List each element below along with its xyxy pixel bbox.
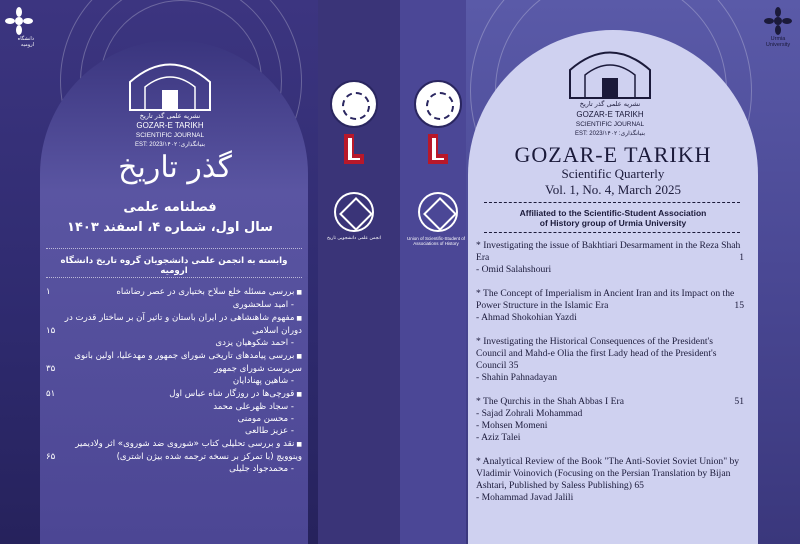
seal-est-right: EST: 2023/۱۴۰۲ :بنیانگذاری (574, 131, 646, 137)
university-seal-icon (330, 80, 378, 128)
toc-author: - شاهین پهنادایان (232, 376, 294, 386)
toc-author: - Aziz Talei (476, 432, 521, 443)
toc-en (476, 240, 744, 504)
toc-title: ■ مفهوم شاهنشاهی در ایران باستان و تاثیر آن بر ساختار قدرت در دوران اسلامی (46, 312, 302, 337)
toc-title: ■ قورچی‌ها در روزگار شاه عباس اول (169, 388, 302, 401)
seal-est-left: EST: 2023/۱۴۰۲ :بنیانگذاری (134, 142, 206, 148)
toc-author: - محسن مومنی (237, 414, 294, 424)
toc-item[interactable] (46, 388, 302, 437)
toc-item[interactable] (476, 240, 744, 276)
divider (484, 232, 740, 233)
toc-page: 15 (734, 300, 744, 311)
palace-emblem-icon (560, 40, 660, 100)
journal-seal-right (560, 40, 660, 106)
toc-item[interactable] (46, 312, 302, 349)
divider (484, 202, 740, 203)
association-logo-icon (340, 132, 368, 166)
toc-title: * Investigating the Historical Consequences of the President's Council and Mahd-e Olia the first Lady head of the President's Council (476, 336, 717, 371)
toc-page: 1 (739, 252, 744, 263)
toc-item[interactable] (46, 286, 302, 311)
toc-author: - محمدجواد جلیلی (229, 464, 294, 474)
toc-item[interactable] (476, 456, 744, 504)
affiliation-en-2: of History group of Urmia University (539, 218, 687, 228)
journal-title-fa: گذر تاریخ (118, 150, 232, 185)
flower-logo-icon (4, 6, 34, 36)
university-logo-right (758, 6, 798, 46)
toc-item[interactable] (46, 438, 302, 475)
journal-subtitle-fa: فصلنامه علمی (123, 200, 217, 215)
toc-title: * The Concept of Imperialism in Ancient Iran and its Impact on the Power Structure in the Islamic Era (476, 288, 735, 311)
university-caption-right: Urmia University (765, 36, 791, 48)
toc-item[interactable] (476, 288, 744, 324)
seal-name-right: GOZAR-E TARIKH (576, 110, 644, 119)
flower-logo-icon (763, 6, 793, 36)
seal-title-fa: نشریه علمی گذر تاریخ (139, 112, 201, 120)
toc-title: * The Qurchis in the Shah Abbas I Era (476, 396, 624, 407)
toc-page: 51 (734, 396, 744, 407)
spine-caption-fa: انجمن علمی دانشجویی تاریخ (327, 236, 381, 241)
toc-title: ■ بررسی مسئله خلع سلاح بختیاری در عصر رضاشاه (116, 286, 302, 299)
toc-author: - Mohsen Momeni (476, 420, 548, 431)
toc-author: - احمد شکوهیان یزدی (215, 338, 294, 348)
toc-page: ۱۵ (46, 326, 56, 336)
toc-fa (46, 286, 302, 475)
journal-issue-fa: سال اول، شماره ۴، اسفند ۱۴۰۳ (67, 220, 273, 235)
toc-author: - Ahmad Shokohian Yazdi (476, 312, 577, 323)
toc-page: 65 (634, 480, 644, 491)
toc-page: ۱ (46, 287, 51, 297)
toc-item[interactable] (476, 336, 744, 384)
toc-page: ۶۵ (46, 452, 56, 462)
toc-title: ■ بررسی پیامدهای تاریخی شورای جمهور و مهدعلیا، اولین بانوی سرپرست شورای جمهور (46, 350, 302, 375)
seal-sub-right: SCIENTIFIC JOURNAL (575, 121, 645, 128)
ornament-icon (418, 192, 458, 232)
toc-author: - امید سلحشوری (232, 300, 294, 310)
seal-title-fa-right: نشریه علمی گذر تاریخ (579, 100, 641, 108)
divider (46, 277, 302, 278)
seal-name-left: GOZAR-E TARIKH (136, 121, 204, 130)
toc-item[interactable] (46, 350, 302, 387)
toc-title: ■ نقد و بررسی تحلیلی کتاب «شوروی ضد شوروی» اثر ولادیمیر وینوویچ (با تمرکز بر نسخه ترجمه شده بیژن اشتری) (46, 438, 302, 463)
divider (46, 248, 302, 249)
ornament-icon (334, 192, 374, 232)
university-logo-left (4, 6, 34, 46)
toc-author: - Shahin Pahnadayan (476, 372, 557, 383)
affiliation-en-1: Affiliated to the Scientific-Student Association (519, 208, 707, 218)
university-caption-left: دانشگاه ارومیه (17, 36, 34, 48)
toc-page: 35 (508, 360, 519, 371)
journal-subtitle-en: Scientific Quarterly (561, 166, 665, 181)
toc-page: ۵۱ (46, 389, 56, 399)
palace-emblem-icon (120, 52, 220, 112)
university-seal-icon (414, 80, 462, 128)
journal-issue-en: Vol. 1, No. 4, March 2025 (545, 182, 681, 197)
toc-item[interactable] (476, 396, 744, 444)
journal-title-en: GOZAR-E TARIKH (514, 142, 712, 167)
toc-author: - سجاد ظهرعلی محمد (213, 402, 294, 412)
toc-title: * Investigating the issue of Bakhtiari Desarmament in the Reza Shah Era (476, 240, 741, 263)
spine-caption-en: Union of Scientific-Student of Associations of History (406, 236, 466, 246)
association-logo-icon (424, 132, 452, 166)
toc-title: * Analytical Review of the Book "The Anti-Soviet Soviet Union" by Vladimir Voinovich (Focusing on the Persian Translation by Bijan Ashtari, Published by Saless Publishing) (476, 456, 740, 491)
toc-author: - Omid Salahshouri (476, 264, 552, 275)
toc-author: - Mohammad Javad Jalili (476, 492, 574, 503)
seal-sub-left: SCIENTIFIC JOURNAL (135, 132, 205, 139)
affiliation-fa: وابسته به انجمن علمی دانشجویان گروه تاریخ دانشگاه ارومیه (60, 256, 288, 276)
journal-seal-left (120, 52, 220, 132)
toc-author: - عزیز طالعی (245, 426, 294, 436)
toc-page: ۳۵ (46, 364, 56, 374)
toc-author: - Sajad Zohrali Mohammad (476, 408, 583, 419)
